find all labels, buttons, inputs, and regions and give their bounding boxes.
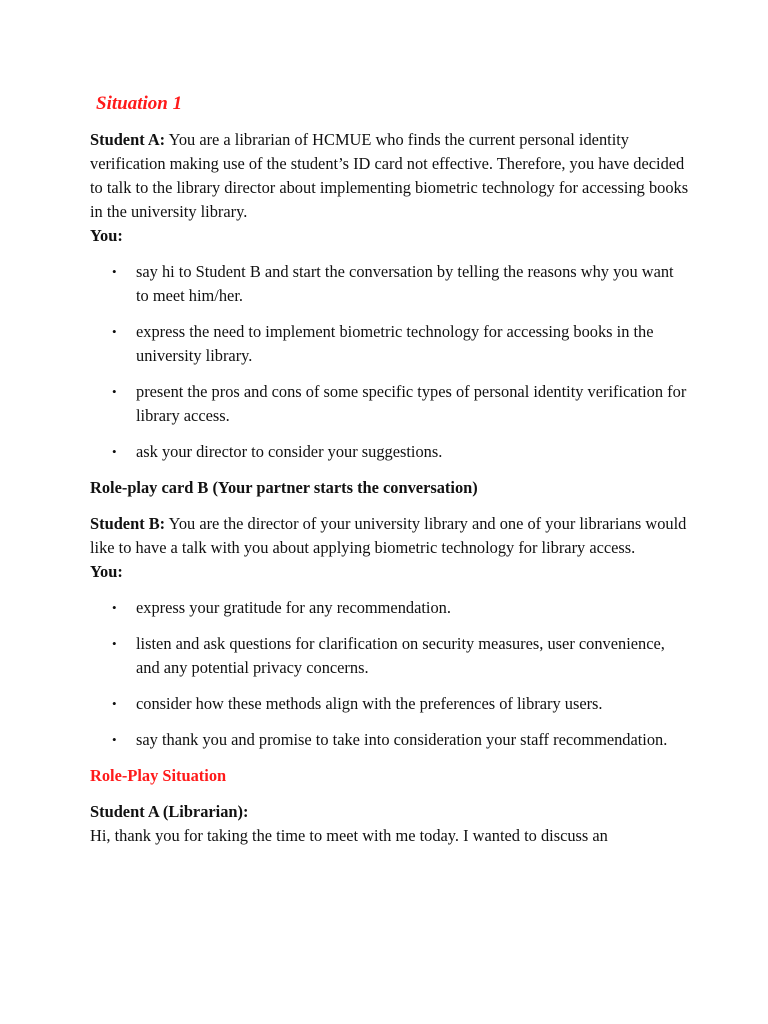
list-item xyxy=(90,596,690,620)
list-item-text: express your gratitude for any recommendation. xyxy=(136,598,451,617)
student-b-label: Student B: xyxy=(90,514,166,533)
student-a-paragraph xyxy=(90,128,690,224)
list-item-text: listen and ask questions for clarification on security measures, user convenience, and any potential privacy concerns. xyxy=(136,634,665,677)
list-item-text: consider how these methods align with the preferences of library users. xyxy=(136,694,603,713)
bullet-icon: • xyxy=(112,636,117,651)
list-item xyxy=(90,728,690,752)
roleplay-heading: Role-Play Situation xyxy=(90,766,227,785)
list-item-text: present the pros and cons of some specific types of personal identity verification for library access. xyxy=(136,382,687,425)
list-item-text: express the need to implement biometric technology for accessing books in the university library. xyxy=(136,322,654,365)
student-b-bullet-list xyxy=(90,596,690,752)
list-item xyxy=(90,320,690,368)
bullet-icon: • xyxy=(112,732,117,747)
bullet-icon: • xyxy=(112,324,117,339)
list-item xyxy=(90,260,690,308)
bullet-icon: • xyxy=(112,696,117,711)
bullet-icon: • xyxy=(112,600,117,615)
bullet-icon: • xyxy=(112,444,117,459)
list-item xyxy=(90,692,690,716)
bullet-icon: • xyxy=(112,264,117,279)
student-b-paragraph xyxy=(90,512,690,560)
list-item xyxy=(90,380,690,428)
list-item-text: say hi to Student B and start the conversation by telling the reasons why you want to meet him/her. xyxy=(136,262,674,305)
list-item xyxy=(90,440,690,464)
student-b-text: You are the director of your university library and one of your librarians would like to have a talk with you about applying biometric technology for library access. xyxy=(90,514,687,557)
list-item xyxy=(90,632,690,680)
dialogue-speaker: Student A (Librarian): xyxy=(90,802,249,821)
dialogue-line: Hi, thank you for taking the time to meet with me today. I wanted to discuss an xyxy=(90,826,608,845)
student-a-text: You are a librarian of HCMUE who finds the current personal identity verification making use of the student’s ID card not effective. Therefore, you have decided to talk to the library director about implementing biometric technology for accessing books in the university library. xyxy=(90,130,689,221)
card-b-heading: Role-play card B (Your partner starts the conversation) xyxy=(90,478,478,497)
list-item-text: say thank you and promise to take into consideration your staff recommendation. xyxy=(136,730,668,749)
situation-title: Situation 1 xyxy=(96,93,183,114)
student-a-bullet-list xyxy=(90,260,690,464)
student-a-label: Student A: xyxy=(90,130,166,149)
bullet-icon: • xyxy=(112,384,117,399)
student-a-you-label: You: xyxy=(90,226,123,245)
student-b-you-label: You: xyxy=(90,562,123,581)
document-page xyxy=(90,90,690,848)
list-item-text: ask your director to consider your suggestions. xyxy=(136,442,443,461)
